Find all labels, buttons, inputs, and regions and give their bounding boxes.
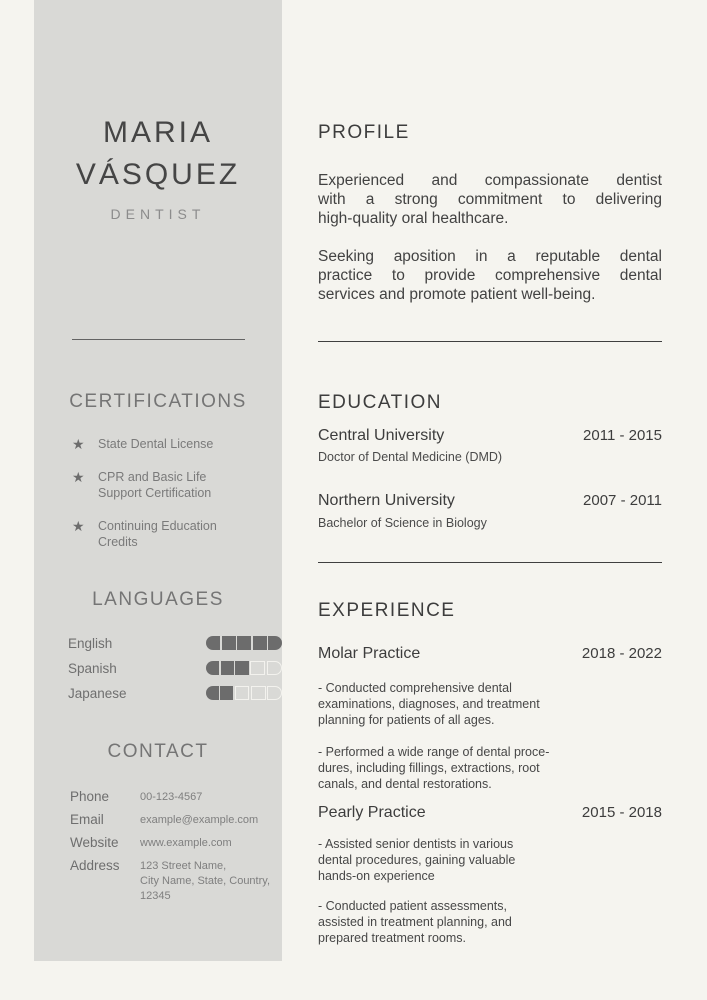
contact-row-email: [70, 812, 274, 828]
degree-name: Bachelor of Science in Biology: [318, 516, 487, 530]
contact-value: example@example.com: [140, 814, 259, 826]
experience-bullet: - Assisted senior dentists in various dental procedures, gaining valuable hands-on experience: [318, 837, 516, 883]
profile-heading: PROFILE: [318, 122, 410, 143]
certification-item: [72, 470, 268, 501]
education-entry: [318, 427, 662, 445]
contact-label: Phone: [70, 789, 110, 804]
experience-bullet: - Conducted comprehensive dental examinations, diagnoses, and treatment planning for patients of all ages.: [318, 681, 540, 727]
level-segment: [251, 686, 266, 700]
school-name: Central University: [318, 427, 445, 444]
company-name: Molar Practice: [318, 645, 421, 662]
certifications-heading: CERTIFICATIONS: [69, 391, 247, 412]
contact-value: 00-123-4567: [140, 791, 203, 803]
education-dates: 2011 - 2015: [583, 427, 662, 444]
level-segment: [235, 686, 250, 700]
language-row: [68, 660, 282, 676]
name-last: VÁSQUEZ: [75, 158, 241, 191]
school-name: Northern University: [318, 492, 455, 509]
language-name: English: [68, 636, 113, 651]
language-name: Spanish: [68, 661, 117, 676]
star-icon: ★: [72, 469, 85, 485]
sidebar-divider: [72, 339, 245, 340]
certification-label: Continuing Education Credits: [98, 519, 217, 549]
profile-paragraph: Experienced and compassionate dentist with a strong commitment to delivering high-quality oral healthcare.: [318, 172, 662, 227]
experience-bullet: - Conducted patient assessments, assisted in treatment planning, and prepared treatment rooms.: [318, 899, 512, 945]
education-entry: [318, 492, 662, 510]
contact-row-phone: [70, 789, 274, 805]
experience-dates: 2015 - 2018: [581, 804, 662, 821]
level-segment: [221, 661, 234, 675]
level-segment: [235, 661, 248, 675]
contact-label: Email: [70, 812, 104, 827]
contact-label: Website: [70, 835, 119, 850]
contact-value: www.example.com: [140, 837, 232, 849]
level-segment: [220, 686, 233, 700]
level-segment: [237, 636, 251, 650]
contact-heading: CONTACT: [107, 741, 209, 762]
level-segment: [206, 636, 220, 650]
level-segment: [250, 661, 265, 675]
name-block: [34, 112, 282, 222]
section-divider: [318, 341, 662, 342]
company-name: Pearly Practice: [318, 804, 426, 821]
language-name: Japanese: [68, 686, 127, 701]
level-segment: [206, 686, 219, 700]
experience-entry: [318, 804, 662, 822]
experience-dates: 2018 - 2022: [581, 645, 662, 662]
language-level-bar: [206, 686, 282, 700]
certification-item: [72, 437, 268, 453]
certification-item: [72, 519, 268, 550]
language-row: [68, 635, 282, 651]
section-divider: [318, 562, 662, 563]
contact-row-address: [70, 858, 274, 904]
certification-label: State Dental License: [98, 437, 214, 451]
level-segment: [267, 686, 282, 700]
experience-entry: [318, 645, 662, 663]
experience-heading: EXPERIENCE: [318, 600, 456, 621]
name-first: MARIA: [102, 116, 213, 149]
level-segment: [268, 636, 282, 650]
level-segment: [222, 636, 236, 650]
sidebar: [34, 0, 282, 961]
level-segment: [206, 661, 219, 675]
star-icon: ★: [72, 436, 85, 452]
profile-paragraph: Seeking aposition in a reputable dental practice to provide comprehensive dental services and promote patient well-being.: [318, 248, 662, 303]
experience-bullet: - Performed a wide range of dental proce- dures, including fillings, extractions, root canals, and dental restorations.: [318, 745, 550, 791]
level-segment: [253, 636, 267, 650]
language-level-bar: [206, 636, 282, 650]
contact-value: 123 Street Name, City Name, State, Country, 12345: [140, 860, 271, 902]
degree-name: Doctor of Dental Medicine (DMD): [318, 450, 503, 464]
star-icon: ★: [72, 518, 85, 534]
role-title: DENTIST: [110, 206, 206, 222]
contact-row-website: [70, 835, 274, 851]
languages-heading: LANGUAGES: [92, 589, 224, 610]
level-segment: [267, 661, 282, 675]
contact-label: Address: [70, 858, 120, 873]
education-dates: 2007 - 2011: [583, 492, 662, 509]
language-row: [68, 685, 282, 701]
education-heading: EDUCATION: [318, 392, 442, 413]
language-level-bar: [206, 661, 282, 675]
certification-label: CPR and Basic Life Support Certification: [98, 470, 212, 500]
